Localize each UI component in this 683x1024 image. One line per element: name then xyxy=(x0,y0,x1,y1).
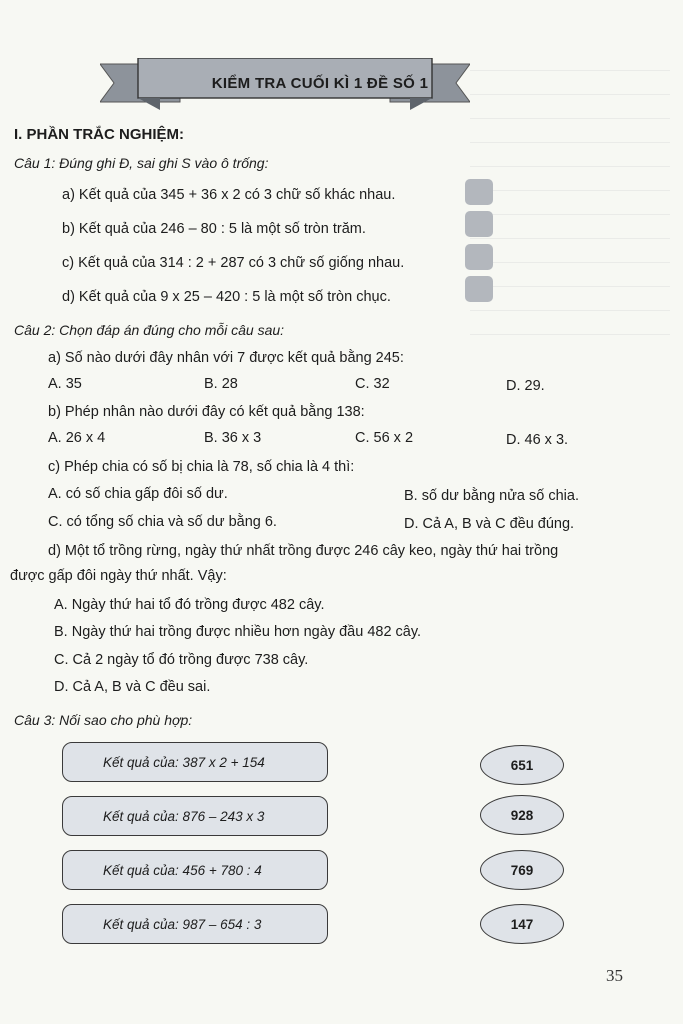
q2d-option-d[interactable]: D. Cả A, B và C đều sai. xyxy=(54,679,211,695)
question-3-title: Câu 3: Nối sao cho phù hợp: xyxy=(14,712,193,728)
match-expression-1[interactable]: Kết quả của: 387 x 2 + 154 xyxy=(62,742,328,782)
q2d-stem-line2: được gấp đôi ngày thứ nhất. Vậy: xyxy=(10,568,227,584)
q1-item-d: d) Kết quả của 9 x 25 – 420 : 5 là một số tròn chục. xyxy=(62,289,391,305)
match-result-3[interactable]: 769 xyxy=(480,850,564,890)
section-title: I. PHẦN TRẮC NGHIỆM: xyxy=(14,126,184,143)
q2c-option-b[interactable]: B. số dư bằng nửa số chia. xyxy=(404,488,579,504)
match-result-2[interactable]: 928 xyxy=(480,795,564,835)
answer-box-a[interactable] xyxy=(465,179,493,205)
question-1-title: Câu 1: Đúng ghi Đ, sai ghi S vào ô trống: xyxy=(14,155,269,171)
q2c-option-d[interactable]: D. Cả A, B và C đều đúng. xyxy=(404,516,575,532)
match-expression-2[interactable]: Kết quả của: 876 – 243 x 3 xyxy=(62,796,328,836)
bleed-through-texture xyxy=(470,70,670,350)
q2b-option-c[interactable]: C. 56 x 2 xyxy=(355,430,414,446)
q2a-option-c[interactable]: C. 32 xyxy=(355,376,390,392)
q1-item-b: b) Kết quả của 246 – 80 : 5 là một số tròn trăm. xyxy=(62,221,366,237)
match-result-1[interactable]: 651 xyxy=(480,745,564,785)
q2b-option-b[interactable]: B. 36 x 3 xyxy=(204,430,262,446)
q2a-option-a[interactable]: A. 35 xyxy=(48,376,82,392)
answer-box-d[interactable] xyxy=(465,276,493,302)
q2d-option-a[interactable]: A. Ngày thứ hai tổ đó trồng được 482 cây. xyxy=(54,597,325,613)
q2c-option-c[interactable]: C. có tổng số chia và số dư bằng 6. xyxy=(48,514,277,530)
q2b-option-a[interactable]: A. 26 x 4 xyxy=(48,430,106,446)
q2a-stem: a) Số nào dưới đây nhân với 7 được kết quả bằng 245: xyxy=(48,350,404,366)
q2d-option-b[interactable]: B. Ngày thứ hai trồng được nhiều hơn ngày đầu 482 cây. xyxy=(54,624,422,640)
q2d-option-c[interactable]: C. Cả 2 ngày tổ đó trồng được 738 cây. xyxy=(54,652,309,668)
answer-box-c[interactable] xyxy=(465,244,493,270)
question-2-title: Câu 2: Chọn đáp án đúng cho mỗi câu sau: xyxy=(14,322,285,338)
page-number: 35 xyxy=(606,966,623,985)
q2b-stem: b) Phép nhân nào dưới đây có kết quả bằng 138: xyxy=(48,404,365,420)
match-result-4[interactable]: 147 xyxy=(480,904,564,944)
q2b-option-d[interactable]: D. 46 x 3. xyxy=(506,432,569,448)
exam-title: KIỂM TRA CUỐI KÌ 1 ĐỀ SỐ 1 xyxy=(211,75,429,92)
q2c-option-a[interactable]: A. có số chia gấp đôi số dư. xyxy=(48,486,228,502)
q1-item-c: c) Kết quả của 314 : 2 + 287 có 3 chữ số giống nhau. xyxy=(62,255,405,271)
q1-item-a: a) Kết quả của 345 + 36 x 2 có 3 chữ số khác nhau. xyxy=(62,187,396,203)
q2d-stem-line1: d) Một tổ trồng rừng, ngày thứ nhất trồng được 246 cây keo, ngày thứ hai trồng xyxy=(48,543,559,559)
match-expression-3[interactable]: Kết quả của: 456 + 780 : 4 xyxy=(62,850,328,890)
answer-box-b[interactable] xyxy=(465,211,493,237)
q2a-option-d[interactable]: D. 29. xyxy=(506,378,545,394)
q2a-option-b[interactable]: B. 28 xyxy=(204,376,238,392)
match-expression-4[interactable]: Kết quả của: 987 – 654 : 3 xyxy=(62,904,328,944)
q2c-stem: c) Phép chia có số bị chia là 78, số chia là 4 thì: xyxy=(48,459,355,475)
